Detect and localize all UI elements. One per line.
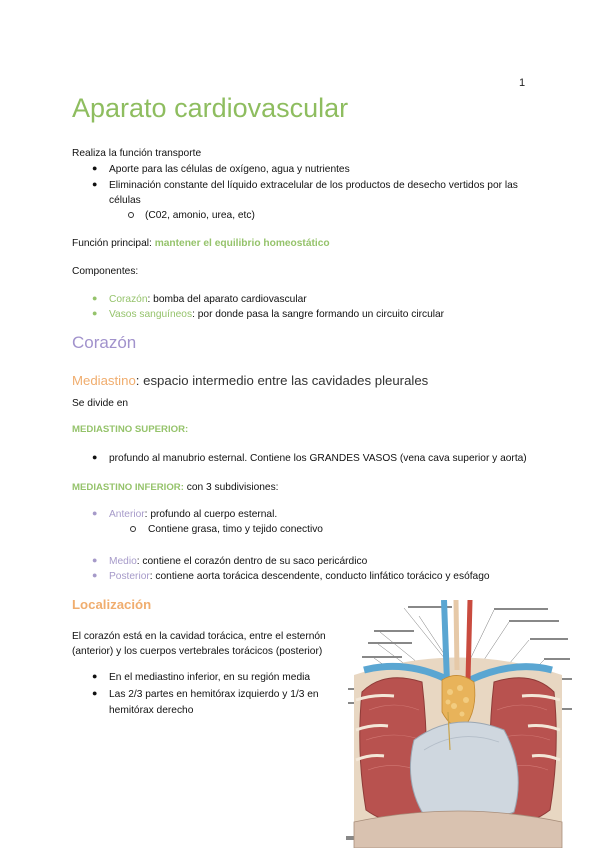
main-function-highlight: mantener el equilibrio homeostático	[154, 238, 330, 249]
mediastino-heading	[72, 373, 428, 388]
main-function-label: Función principal:	[72, 238, 155, 249]
component-text: : bomba del aparato cardiovascular	[147, 294, 307, 305]
diaphragm	[354, 811, 562, 848]
inferior-term: Posterior	[109, 571, 150, 582]
mediastino-term: Mediastino	[72, 373, 136, 388]
main-function-line	[72, 237, 330, 250]
bullet-dot: ●	[92, 688, 98, 698]
inferior-item	[109, 555, 367, 568]
superior-item: profundo al manubrio esternal. Contiene los GRANDES VASOS (vena cava superior y aorta)	[109, 453, 527, 464]
location-line: El corazón está en la cavidad torácica, entre el esternón	[72, 631, 326, 642]
carotid-artery	[468, 600, 470, 680]
inferior-item	[109, 570, 490, 583]
localizacion-heading: Localización	[72, 597, 152, 612]
bullet-dot: ●	[92, 671, 98, 681]
inferior-term: Anterior	[109, 509, 145, 520]
inferior-item	[109, 508, 277, 521]
component-term: Corazón	[109, 294, 148, 305]
section-heading-corazon: Corazón	[72, 333, 137, 352]
sub-list-item: (C02, amonio, urea, etc)	[145, 210, 255, 221]
component-term: Vasos sanguíneos	[109, 309, 193, 320]
mediastino-text: : espacio intermedio entre las cavidades pleurales	[135, 373, 429, 388]
intro-lead: Realiza la función transporte	[72, 148, 202, 159]
location-item: Las 2/3 partes en hemitórax izquierdo y 1/3 en	[109, 689, 319, 700]
mediastino-inferior-suffix: con 3 subdivisiones:	[183, 482, 279, 493]
sub-bullet-circle	[128, 212, 134, 218]
divide-text: Se divide en	[72, 398, 129, 409]
inferior-term: Medio	[109, 556, 137, 567]
page-number: 1	[519, 77, 526, 89]
bullet-dot: ●	[92, 308, 98, 318]
mediastino-inferior-label: MEDIASTINO INFERIOR:	[72, 482, 184, 493]
bullet-dot: ●	[92, 179, 98, 189]
thorax-illustration	[344, 600, 572, 848]
bullet-dot: ●	[92, 293, 98, 303]
bullet-dot: ●	[92, 555, 98, 565]
bullet-dot: ●	[92, 163, 98, 173]
inferior-text: : contiene aorta torácica descendente, conducto linfático torácico y esófago	[149, 571, 490, 582]
components-label: Componentes:	[72, 266, 139, 277]
thorax-illustration-svg	[344, 600, 572, 848]
page-title: Aparato cardiovascular	[72, 93, 349, 123]
list-item: Eliminación constante del líquido extracelular de los productos de desecho vertidos por las	[109, 180, 518, 191]
location-line: (anterior) y los cuerpos vertebrales torácicos (posterior)	[72, 646, 323, 657]
inferior-text: : profundo al cuerpo esternal.	[144, 509, 278, 520]
component-item	[109, 293, 307, 306]
location-item-continuation: hemitórax derecho	[109, 705, 194, 716]
inferior-text: : contiene el corazón dentro de su saco pericárdico	[136, 556, 368, 567]
component-item	[109, 308, 444, 321]
bullet-dot: ●	[92, 452, 98, 462]
mediastino-superior-label: MEDIASTINO SUPERIOR:	[72, 424, 189, 435]
bullet-dot: ●	[92, 508, 98, 518]
component-text: : por donde pasa la sangre formando un circuito circular	[192, 309, 445, 320]
list-item: Aporte para las células de oxígeno, agua y nutrientes	[109, 164, 350, 175]
anterior-sub-item: Contiene grasa, timo y tejido conectivo	[148, 524, 323, 535]
bullet-dot: ●	[92, 570, 98, 580]
list-item-continuation: células	[109, 195, 141, 206]
mediastino-inferior-line	[72, 481, 279, 494]
sub-bullet-circle	[130, 526, 136, 532]
location-item: En el mediastino inferior, en su región media	[109, 672, 311, 683]
trachea	[456, 600, 457, 670]
